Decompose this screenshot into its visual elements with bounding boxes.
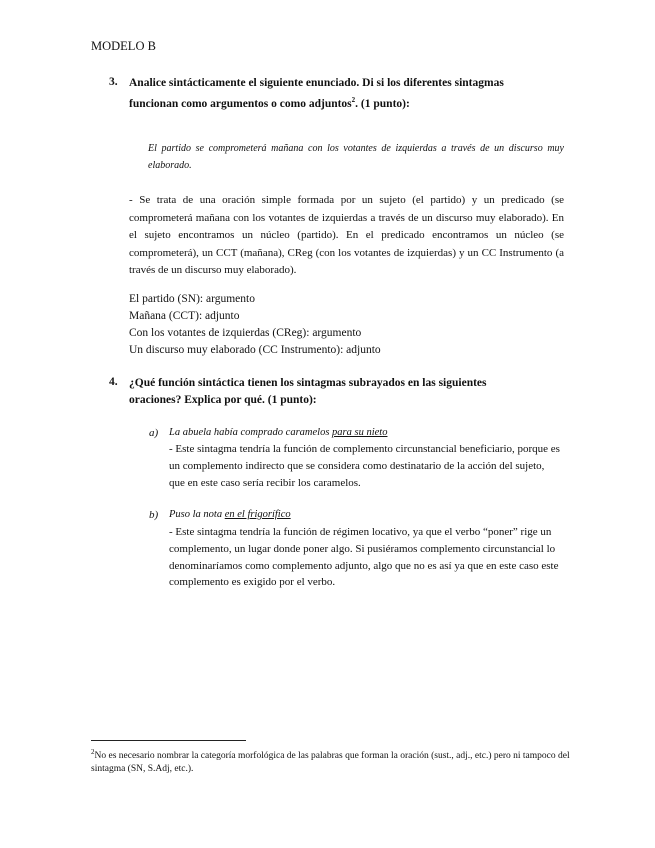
question-3-analysis: - Se trata de una oración simple formada por un sujeto (el partido) y un predicado (se comprometerá mañana con los votantes de izquierdas a través de un discurso muy elaborado). En el sujeto encontramos un núcleo (partido). En el predicado encontramos un núcleo (se comprometerá), un CCT (mañana), CReg (con los votantes de izquierdas) y un CC Instrumento (a través de un discurso muy elaborado). bbox=[129, 194, 564, 276]
footnote-divider bbox=[91, 740, 246, 741]
item-a-sentence bbox=[169, 427, 387, 438]
item-b-answer: - Este sintagma tendría la función de régimen locativo, ya que el verbo “poner” rige un complemento, un lugar donde poner algo. Si pusiéramos complemento circunstancial lo denominaríamos como complemento adjunto, algo que no es así ya que en este caso este complemento es exigido por el verbo. bbox=[169, 526, 559, 589]
question-4-line2: oraciones? Explica por qué. (1 punto): bbox=[129, 394, 317, 406]
footnote-text: No es necesario nombrar la categoría morfológica de las palabras que forman la oración (sust., adj., etc.) pero ni tampoco del sintagma (SN, S.Adj, etc.). bbox=[91, 751, 570, 775]
item-b-sentence bbox=[169, 509, 291, 520]
item-b-underlined-phrase: en el frigorífico bbox=[224, 509, 291, 520]
list-item: Mañana (CCT): adjunto bbox=[129, 310, 240, 322]
list-item: Con los votantes de izquierdas (CReg): argumento bbox=[129, 327, 362, 339]
question-4-prompt bbox=[129, 375, 563, 409]
item-b-sentence-text: Puso la nota bbox=[169, 509, 225, 520]
question-3-quote: El partido se comprometerá mañana con los votantes de izquierdas a través de un discurso muy elaborado. bbox=[148, 143, 564, 171]
question-3-number: 3. bbox=[109, 76, 118, 88]
list-item: Un discurso muy elaborado (CC Instrumento): adjunto bbox=[129, 344, 381, 356]
question-3-line1: Analice sintácticamente el siguiente enunciado. Di si los diferentes sintagmas bbox=[129, 77, 504, 89]
footnote-mark: 2 bbox=[91, 748, 95, 756]
question-3-list bbox=[129, 291, 381, 359]
page-header: MODELO B bbox=[91, 39, 156, 53]
item-a-sentence-text: La abuela había comprado caramelos bbox=[169, 427, 333, 438]
item-a-underlined-phrase: para su nieto bbox=[332, 427, 388, 438]
list-item: El partido (SN): argumento bbox=[129, 293, 255, 305]
footnote bbox=[91, 746, 571, 776]
item-b-letter: b) bbox=[149, 509, 159, 521]
question-4-number: 4. bbox=[109, 376, 118, 388]
question-3-line2-end: . (1 punto): bbox=[355, 97, 410, 110]
item-a-letter: a) bbox=[149, 427, 159, 439]
footnote-ref: 2 bbox=[351, 96, 356, 104]
question-3-prompt bbox=[129, 75, 563, 113]
item-a-answer: - Este sintagma tendría la función de complemento circunstancial beneficiario, porque es un complemento indirecto que se considera como destinatario de la acción del sujeto, que en este caso sería recibir los caramelos. bbox=[169, 443, 560, 489]
question-3-line2: funcionan como argumentos o como adjuntos bbox=[129, 97, 352, 110]
question-4-line1: ¿Qué función sintáctica tienen los sintagmas subrayados en las siguientes bbox=[129, 377, 487, 389]
